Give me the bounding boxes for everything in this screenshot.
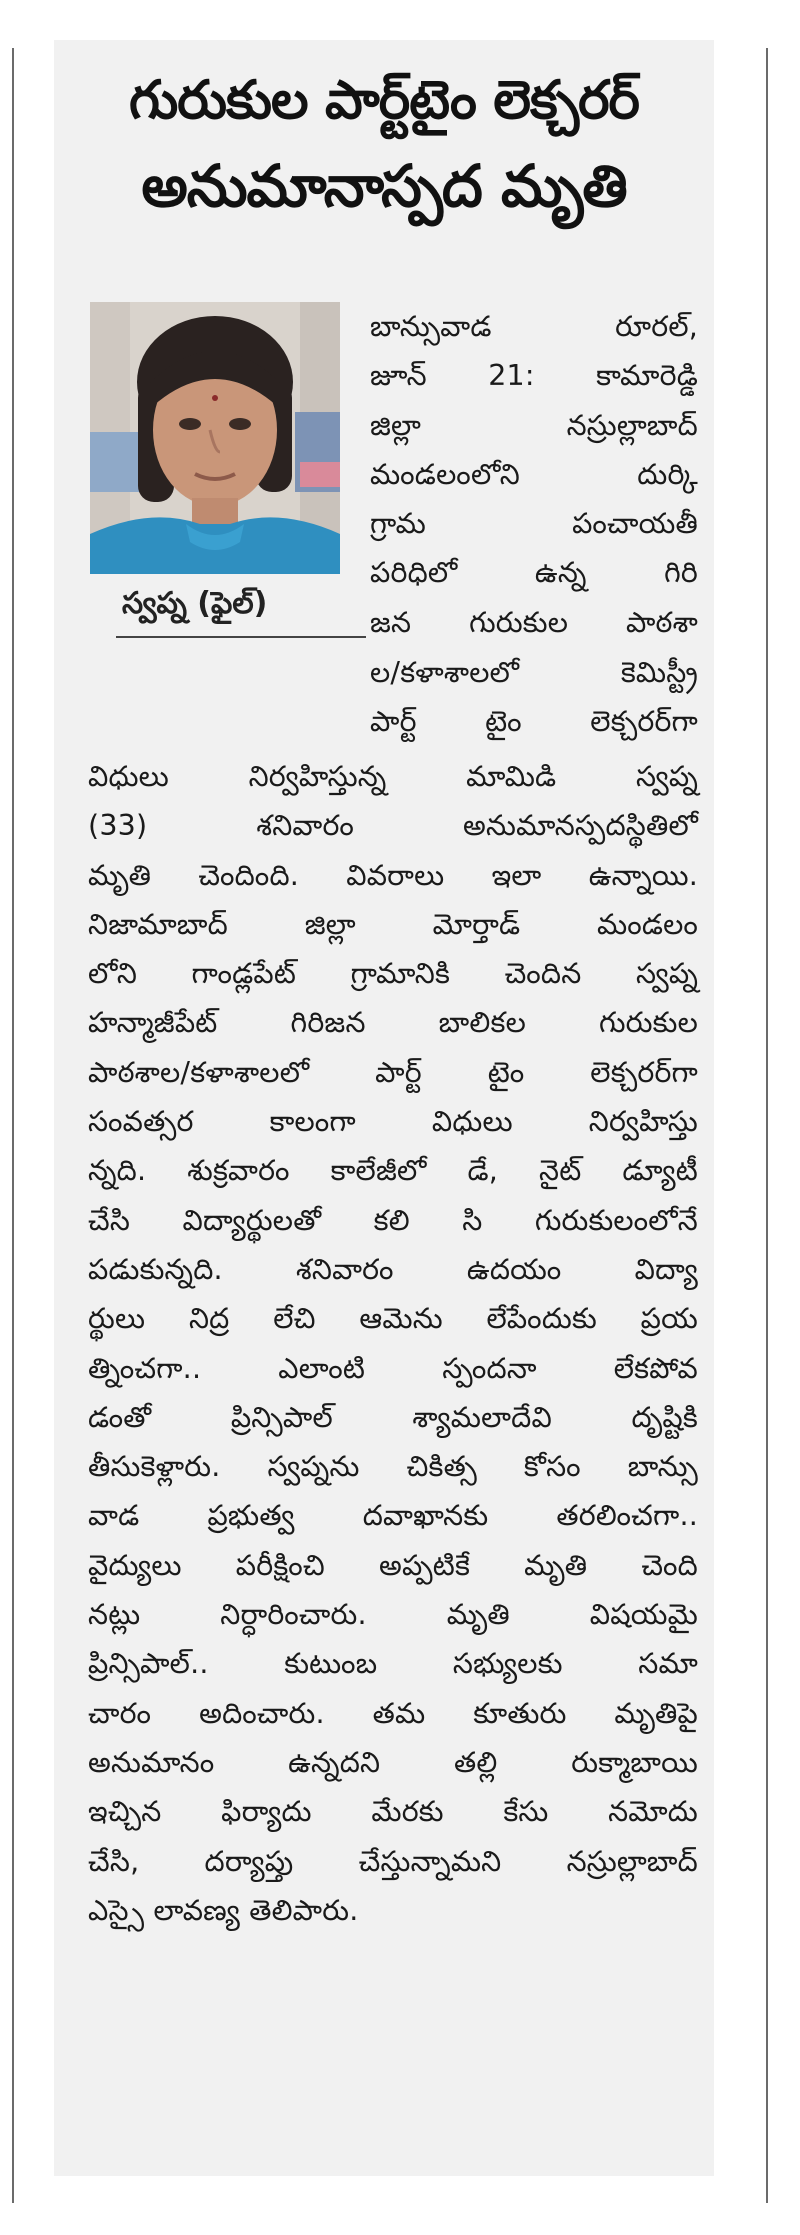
body-line: వాడ ప్రభుత్వ దవాఖానకు తరలించగా.. — [88, 1499, 698, 1533]
side-line-1: బాన్సువాడ రూరల్, — [370, 310, 698, 343]
side-line-6: పరిధిలో ఉన్న గిరి — [370, 556, 698, 590]
body-line: పడుకున్నది. శనివారం ఉదయం విద్యా — [88, 1252, 698, 1286]
body-line: విధులు నిర్వహిస్తున్న మామిడి స్వప్న — [88, 760, 698, 793]
photo-caption: స్వప్న (ఫైల్) — [122, 586, 268, 621]
body-line-last: ఎస్సై లావణ్య తెలిపారు. — [88, 1893, 359, 1927]
body-line: నట్లు నిర్ధారించారు. మృతి విషయమై — [88, 1598, 698, 1632]
body-text — [88, 752, 698, 1935]
body-line: అనుమానం ఉన్నదని తల్లి రుక్మాబాయి — [88, 1745, 698, 1779]
column-rule-left — [12, 48, 14, 2203]
side-line-7-wrap — [370, 598, 698, 647]
body-line: చేసి విద్యార్థులతో కలి సి గురుకులంలోనే — [88, 1203, 698, 1237]
body-line: వైద్యులు పరీక్షించి అప్పటికే మృతి చెంది — [88, 1548, 698, 1582]
body-line: త్నించగా.. ఎలాంటి స్పందనా లేకపోవ — [88, 1351, 698, 1385]
portrait-photo — [90, 302, 340, 574]
body-line: నిజామాబాద్ జిల్లా మోర్తాడ్ మండలం — [88, 907, 698, 941]
body-line: న్నది. శుక్రవారం కాలేజీలో డే, నైట్ డ్యూటీ — [88, 1154, 698, 1188]
caption-underline — [116, 636, 366, 638]
body-line: పాఠశాల/కళాశాలలో పార్ట్ టైం లెక్చరర్‌గా — [88, 1055, 698, 1089]
body-line: మృతి చెందింది. వివరాలు ఇలా ఉన్నాయి. — [88, 858, 698, 892]
body-line: ర్థులు నిద్ర లేచి ఆమెను లేపేందుకు ప్రయ — [88, 1302, 698, 1336]
portrait-illustration — [90, 302, 340, 574]
body-line: సంవత్సర కాలంగా విధులు నిర్వహిస్తు — [88, 1105, 698, 1139]
side-line-2: జూన్ 21: కామారెడ్డి — [370, 359, 698, 393]
wrap-line-2: పార్ట్ టైం లెక్చరర్‌గా — [370, 705, 698, 739]
side-line-4: మండలంలోని దుర్కి — [370, 457, 698, 491]
body-line: (33) శనివారం అనుమానస్పదస్థితిలో — [88, 809, 698, 843]
wrap-lines — [370, 648, 698, 747]
body-line: లోని గాండ్లపేట్ గ్రామానికి చెందిన స్వప్న — [88, 957, 698, 991]
side-column-text — [370, 302, 698, 598]
news-clipping — [54, 40, 714, 2176]
side-line-5: గ్రామ పంచాయతీ — [370, 507, 698, 541]
body-line: ఇచ్చిన ఫిర్యాదు మేరకు కేసు నమోదు — [88, 1795, 698, 1829]
body-line: హన్మాజీపేట్ గిరిజన బాలికల గురుకుల — [88, 1006, 698, 1040]
body-line: డంతో ప్రిన్సిపాల్ శ్యామలాదేవి దృష్టికి — [88, 1400, 698, 1434]
wrap-line-1: ల/కళాశాలలో కెమిస్ట్రీ — [370, 656, 698, 689]
body-line: తీసుకెళ్లారు. స్వప్నను చికిత్స కోసం బాన్సు — [88, 1450, 698, 1484]
headline-line-1: గురుకుల పార్ట్‌టైం లెక్చరర్ — [129, 70, 639, 131]
side-line-3: జిల్లా నస్రుల్లాబాద్ — [370, 408, 698, 442]
side-line-7: జన గురుకుల పాఠశా — [370, 606, 698, 639]
body-line: చారం అదించారు. తమ కూతురు మృతిపై — [88, 1696, 698, 1730]
body-line: చేసి, దర్యాప్తు చేస్తున్నామని నస్రుల్లాబాద్ — [88, 1844, 698, 1878]
column-rule-right — [766, 48, 768, 2203]
body-line: ప్రిన్సిపాల్.. కుటుంబ సభ్యులకు సమా — [88, 1647, 698, 1681]
headline-line-2: అనుమానాస్పద మృతి — [141, 152, 627, 220]
